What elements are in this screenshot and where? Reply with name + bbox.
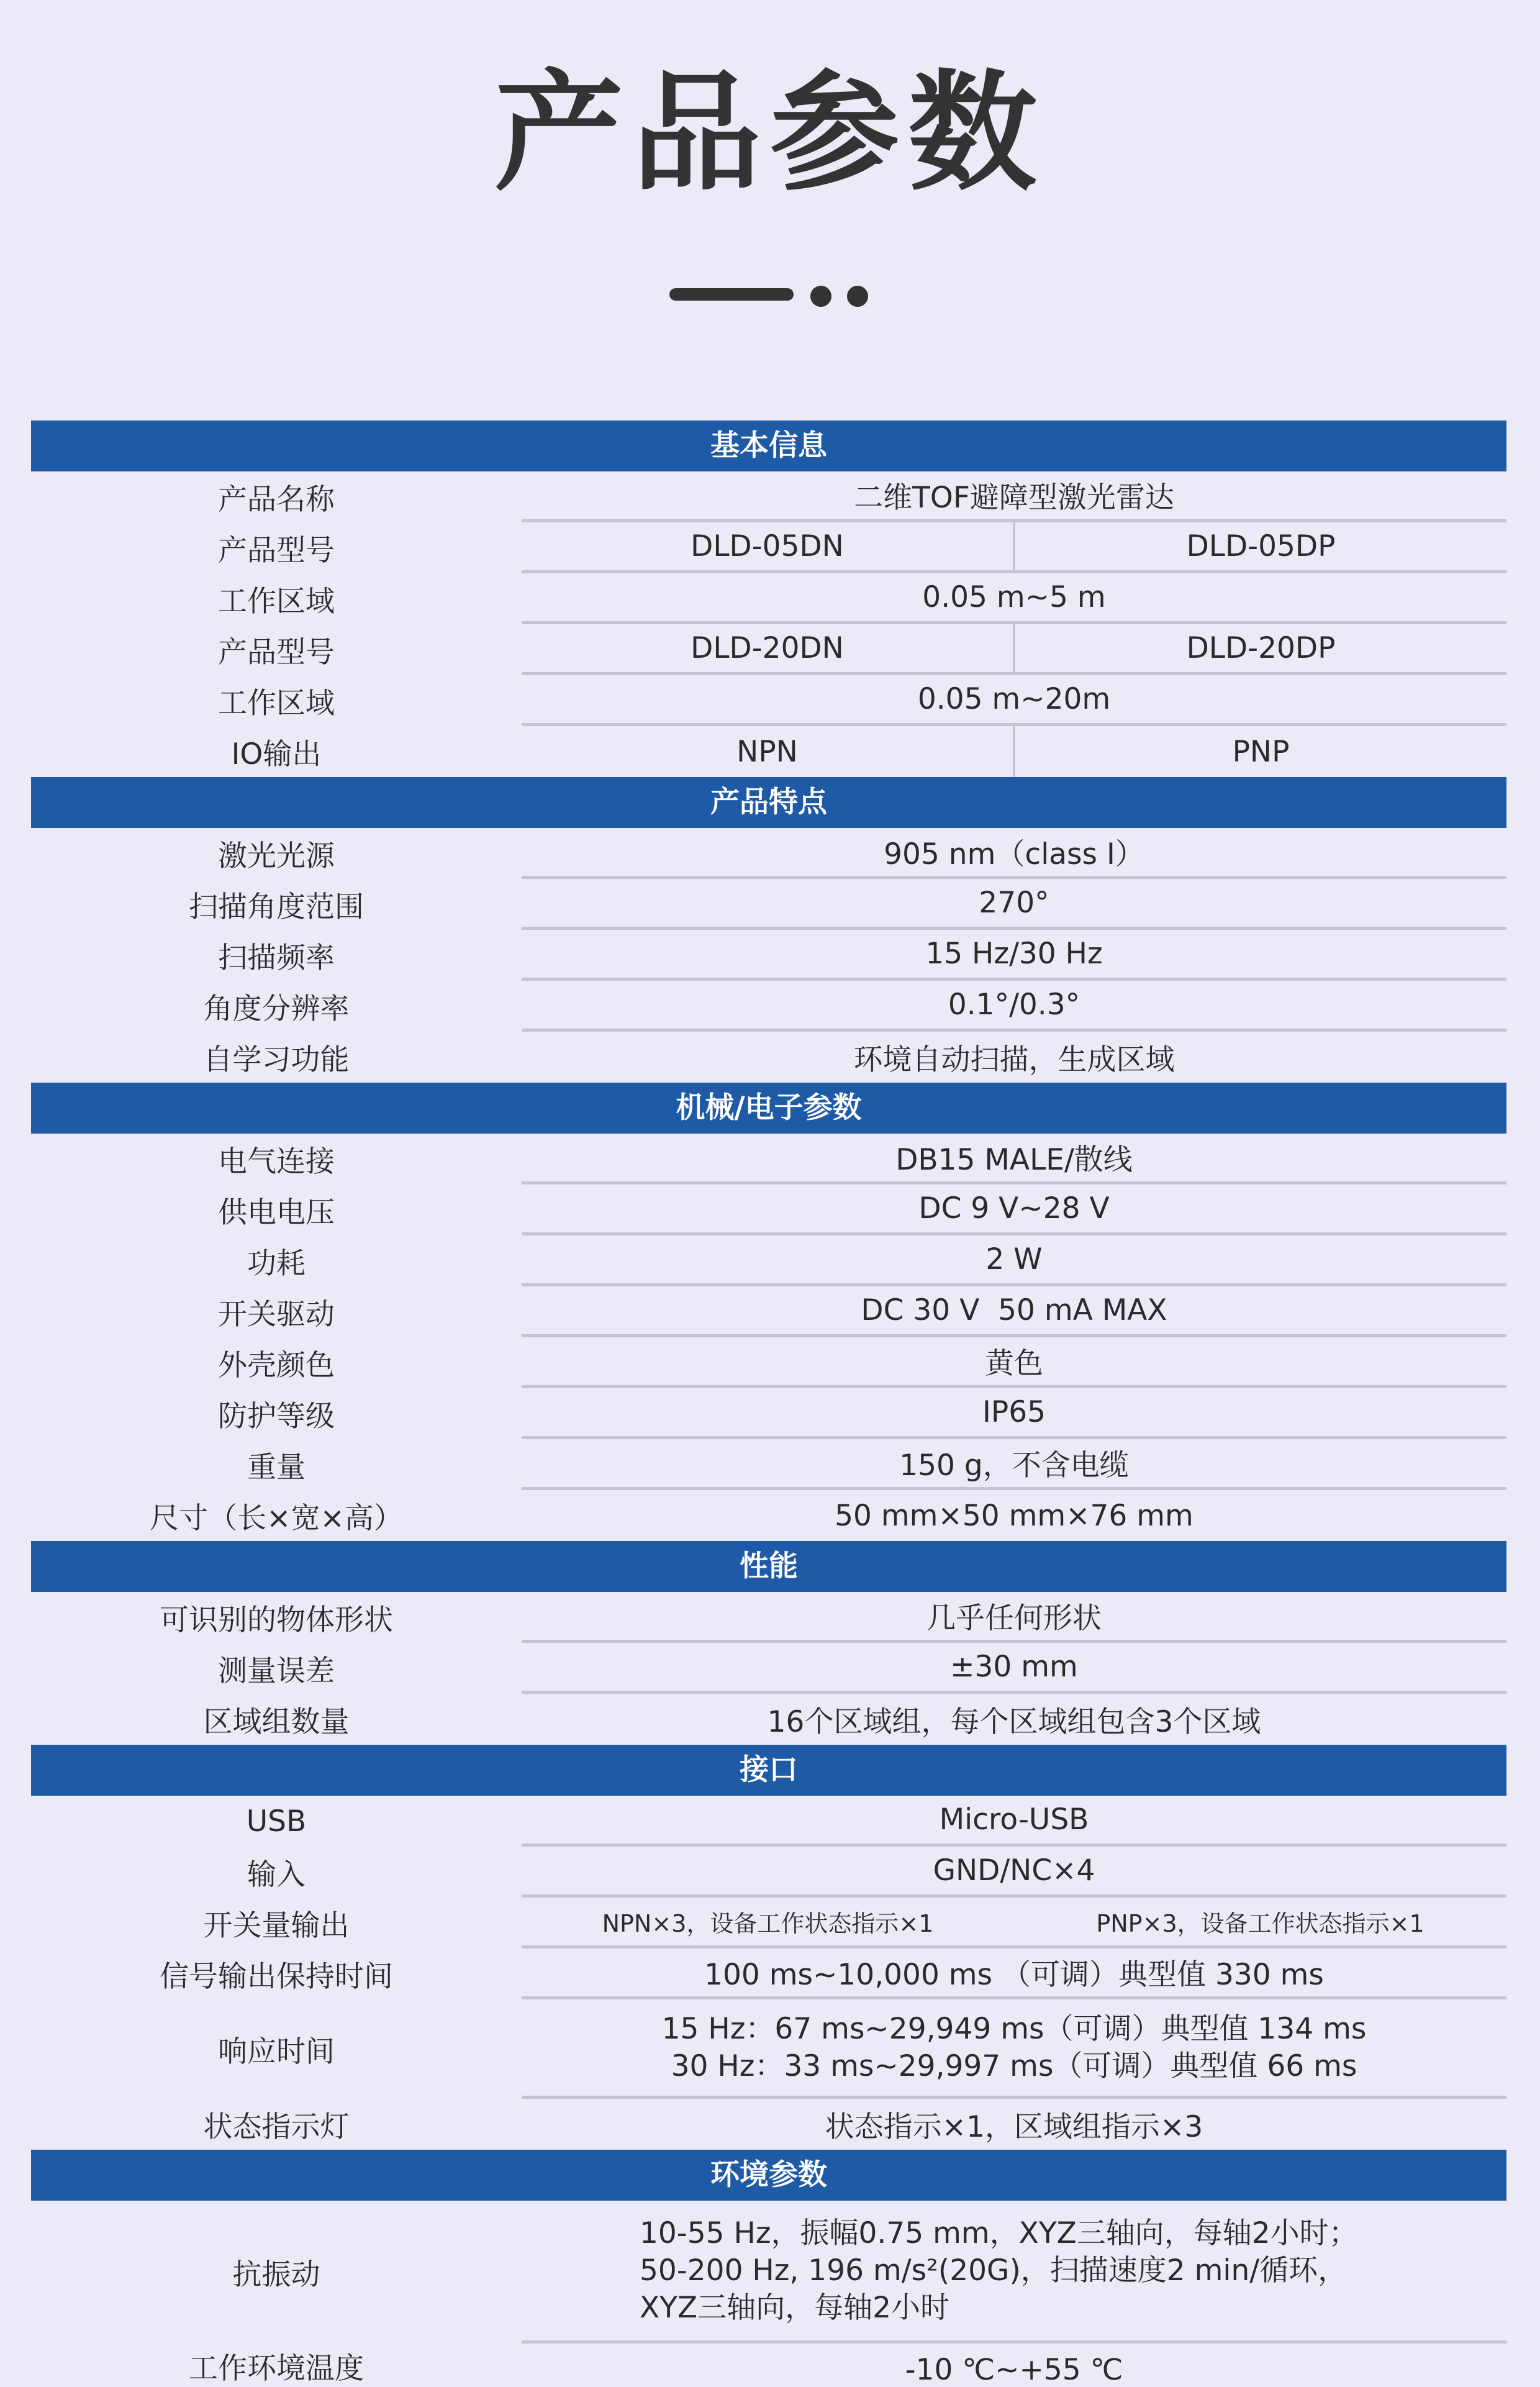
row-value: NPN bbox=[522, 726, 1015, 777]
table-row bbox=[31, 1286, 1506, 1337]
table-row bbox=[31, 879, 1506, 930]
section-header-basic: 基本信息 bbox=[31, 421, 1506, 471]
table-row bbox=[31, 522, 1506, 573]
table-row bbox=[31, 1032, 1506, 1083]
decoration-bar bbox=[669, 288, 794, 301]
row-label: 外壳颜色 bbox=[31, 1337, 522, 1388]
row-value: DLD-05DN bbox=[522, 522, 1015, 570]
row-label: 扫描频率 bbox=[31, 930, 522, 981]
table-row bbox=[31, 471, 1506, 522]
row-label: 区域组数量 bbox=[31, 1694, 522, 1745]
table-row bbox=[31, 1439, 1506, 1490]
row-value: PNP bbox=[1232, 734, 1290, 769]
table-row bbox=[31, 1643, 1506, 1694]
table-row bbox=[31, 2344, 1506, 2387]
table-row bbox=[31, 1134, 1506, 1184]
row-value: 2 W bbox=[985, 1242, 1043, 1276]
row-value: 905 nm（class I） bbox=[884, 837, 1144, 871]
row-label: 抗振动 bbox=[31, 2201, 522, 2344]
row-value: 二维TOF避障型激光雷达 bbox=[854, 481, 1174, 515]
row-label: 状态指示灯 bbox=[31, 2099, 522, 2150]
row-label: 激光光源 bbox=[31, 828, 522, 879]
row-label: USB bbox=[31, 1796, 522, 1847]
row-value: DLD-20DN bbox=[522, 624, 1015, 672]
table-row bbox=[31, 726, 1506, 777]
page-title: 产品参数 bbox=[494, 58, 1046, 209]
row-value: DLD-20DP bbox=[1186, 631, 1336, 665]
row-label: 电气连接 bbox=[31, 1134, 522, 1184]
row-label: 开关驱动 bbox=[31, 1286, 522, 1337]
row-value: IP65 bbox=[982, 1395, 1046, 1429]
row-value: 100 ms~10,000 ms （可调）典型值 330 ms bbox=[704, 1958, 1324, 1992]
row-label: 防护等级 bbox=[31, 1388, 522, 1439]
row-label: 尺寸（长×宽×高） bbox=[31, 1490, 522, 1541]
table-row bbox=[31, 828, 1506, 879]
row-value: DLD-05DP bbox=[1186, 529, 1336, 563]
row-value: 0.1°/0.3° bbox=[948, 988, 1080, 1022]
table-row bbox=[31, 930, 1506, 981]
decoration-dot bbox=[847, 286, 868, 307]
table-row bbox=[31, 573, 1506, 624]
section-header-mechanical: 机械/电子参数 bbox=[31, 1083, 1506, 1134]
row-label: 开关量输出 bbox=[31, 1898, 522, 1948]
row-label: 可识别的物体形状 bbox=[31, 1592, 522, 1643]
row-value: 0.05 m~5 m bbox=[922, 580, 1106, 614]
value-line: XYZ三轴向，每轴2小时 bbox=[640, 2290, 950, 2325]
row-value: 270° bbox=[979, 886, 1049, 920]
table-row bbox=[31, 1796, 1506, 1847]
table-row bbox=[31, 2099, 1506, 2150]
row-value: 黄色 bbox=[985, 1347, 1043, 1381]
section-header-features: 产品特点 bbox=[31, 777, 1506, 828]
row-value: DC 9 V~28 V bbox=[918, 1191, 1110, 1225]
table-row bbox=[31, 2201, 1506, 2344]
row-label: 扫描角度范围 bbox=[31, 879, 522, 930]
table-row bbox=[31, 1490, 1506, 1541]
table-row bbox=[31, 1235, 1506, 1286]
row-label: 自学习功能 bbox=[31, 1032, 522, 1083]
row-label: 工作环境温度 bbox=[31, 2344, 522, 2387]
table-row bbox=[31, 1948, 1506, 1999]
table-row bbox=[31, 1184, 1506, 1235]
section-header-performance: 性能 bbox=[31, 1541, 1506, 1592]
row-value: 几乎任何形状 bbox=[926, 1601, 1102, 1635]
row-value: 15 Hz/30 Hz bbox=[925, 937, 1103, 971]
row-value: 16个区域组，每个区域组包含3个区域 bbox=[767, 1704, 1261, 1739]
table-row bbox=[31, 1898, 1506, 1948]
row-label: IO输出 bbox=[31, 726, 522, 777]
row-value: DC 30 V 50 mA MAX bbox=[861, 1293, 1167, 1327]
row-label: 角度分辨率 bbox=[31, 981, 522, 1032]
row-value: DB15 MALE/散线 bbox=[895, 1143, 1133, 1177]
row-label: 输入 bbox=[31, 1847, 522, 1898]
row-label: 功耗 bbox=[31, 1235, 522, 1286]
row-value: NPN×3，设备工作状态指示×1 bbox=[602, 1910, 934, 1937]
value-line: 15 Hz：67 ms~29,949 ms（可调）典型值 134 ms bbox=[661, 2011, 1367, 2046]
row-label: 产品型号 bbox=[31, 624, 522, 675]
decoration-dot bbox=[810, 286, 831, 307]
row-value bbox=[522, 1999, 1506, 2096]
row-label: 工作区域 bbox=[31, 573, 522, 624]
table-row bbox=[31, 1337, 1506, 1388]
row-value: 环境自动扫描，生成区域 bbox=[853, 1042, 1175, 1077]
value-line: 50-200 Hz, 196 m/s²(20G)，扫描速度2 min/循环， bbox=[640, 2253, 1348, 2288]
row-value: GND/NC×4 bbox=[933, 1853, 1095, 1888]
row-value: 150 g，不含电缆 bbox=[899, 1448, 1129, 1483]
row-label: 供电电压 bbox=[31, 1184, 522, 1235]
row-label: 产品名称 bbox=[31, 471, 522, 522]
row-value: 状态指示×1，区域组指示×3 bbox=[825, 2109, 1203, 2144]
row-label: 工作区域 bbox=[31, 675, 522, 726]
row-value: PNP×3，设备工作状态指示×1 bbox=[1096, 1910, 1424, 1937]
table-row bbox=[31, 1847, 1506, 1898]
row-value: -10 ℃~+55 ℃ bbox=[905, 2353, 1123, 2387]
value-line: 30 Hz：33 ms~29,997 ms（可调）典型值 66 ms bbox=[671, 2048, 1357, 2083]
row-label: 产品型号 bbox=[31, 522, 522, 573]
table-row bbox=[31, 1388, 1506, 1439]
row-value: 0.05 m~20m bbox=[917, 682, 1111, 716]
row-value: ±30 mm bbox=[950, 1650, 1078, 1684]
table-row bbox=[31, 1999, 1506, 2099]
row-value bbox=[522, 2201, 1506, 2340]
table-row bbox=[31, 675, 1506, 726]
value-line: 10-55 Hz，振幅0.75 mm，XYZ三轴向，每轴2小时； bbox=[640, 2216, 1358, 2250]
row-label: 信号输出保持时间 bbox=[31, 1948, 522, 1999]
row-label: 响应时间 bbox=[31, 1999, 522, 2099]
spec-table bbox=[31, 421, 1506, 2387]
table-row bbox=[31, 624, 1506, 675]
section-header-environment: 环境参数 bbox=[31, 2150, 1506, 2201]
table-row bbox=[31, 981, 1506, 1032]
row-label: 重量 bbox=[31, 1439, 522, 1490]
table-row bbox=[31, 1694, 1506, 1745]
row-value: Micro-USB bbox=[939, 1803, 1089, 1837]
row-value: 50 mm×50 mm×76 mm bbox=[835, 1498, 1194, 1533]
title-decoration bbox=[669, 281, 874, 306]
row-label: 测量误差 bbox=[31, 1643, 522, 1694]
section-header-interface: 接口 bbox=[31, 1745, 1506, 1796]
table-row bbox=[31, 1592, 1506, 1643]
